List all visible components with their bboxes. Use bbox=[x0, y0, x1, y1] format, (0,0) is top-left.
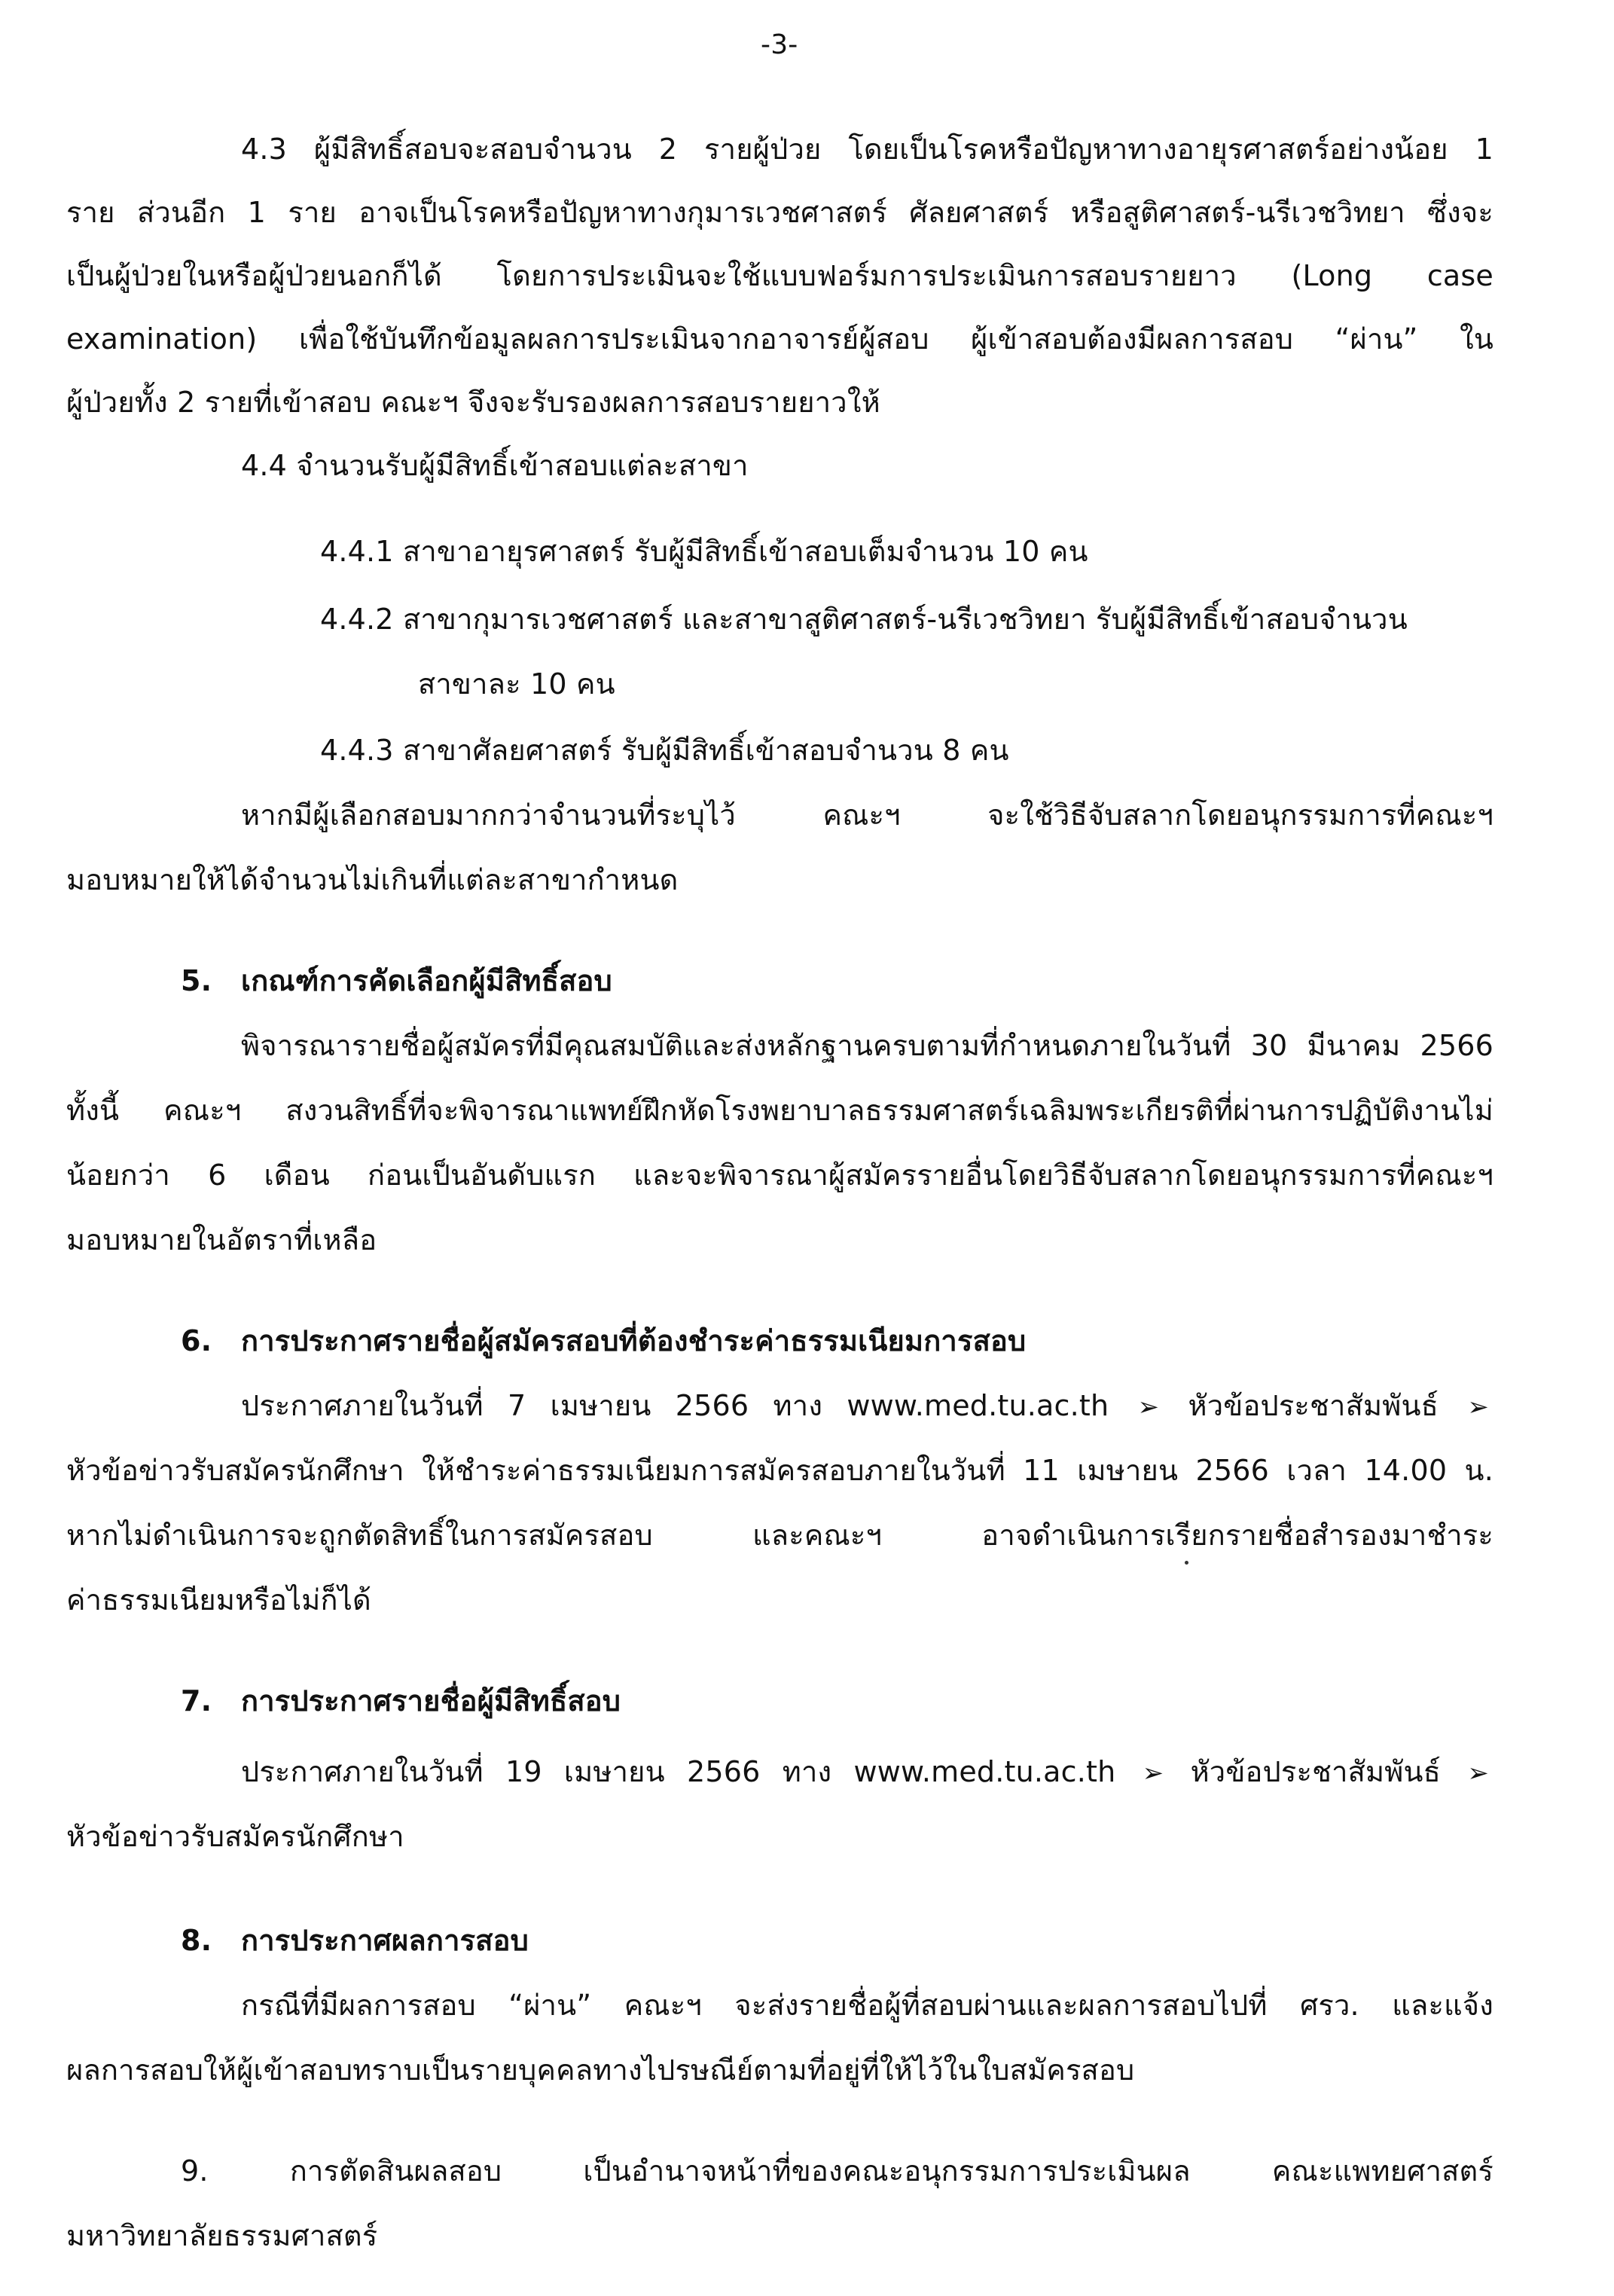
arrow-icon: ➢ bbox=[1137, 1392, 1160, 1422]
s9-line-1: 9. การตัดสินผลสอบ เป็นอำนาจหน้าที่ของคณะอนุกรรมการประเมินผล คณะแพทยศาสตร์ bbox=[181, 2154, 1493, 2188]
s6-line-3: หากไม่ดำเนินการจะถูกตัดสิทธิ์ในการสมัครสอบ และคณะฯ อาจดำเนินการเรียกรายชื่อสำรองมาชำระ bbox=[66, 1519, 1493, 1552]
s8-line-2: ผลการสอบให้ผู้เข้าสอบทราบเป็นรายบุคคลทางไปรษณีย์ตามที่อยู่ที่ให้ไว้ในใบสมัครสอบ bbox=[66, 2053, 1135, 2087]
s44-item-442: 4.4.2 สาขากุมารเวชศาสตร์ และสาขาสูติศาสตร์-นรีเวชวิทยา รับผู้มีสิทธิ์เข้าสอบจำนวน bbox=[320, 603, 1408, 636]
s9-line-2: มหาวิทยาลัยธรรมศาสตร์ bbox=[66, 2219, 378, 2252]
s6-number: 6. bbox=[181, 1324, 212, 1357]
s7-title: การประกาศรายชื่อผู้มีสิทธิ์สอบ bbox=[241, 1684, 621, 1717]
s5-title: เกณฑ์การคัดเลือกผู้มีสิทธิ์สอบ bbox=[241, 964, 612, 997]
s5-line-3: น้อยกว่า 6 เดือน ก่อนเป็นอันดับแรก และจะพิจารณาผู้สมัครรายอื่นโดยวิธีจับสลากโดยอนุกรรมการที่คณะฯ bbox=[66, 1159, 1493, 1192]
s6-line-1-topic: หัวข้อประชาสัมพันธ์ bbox=[1188, 1389, 1439, 1422]
s44-title: 4.4 จำนวนรับผู้มีสิทธิ์เข้าสอบแต่ละสาขา bbox=[241, 449, 749, 482]
arrow-icon: ➢ bbox=[1142, 1758, 1164, 1788]
s43-line-5: ผู้ป่วยทั้ง 2 รายที่เข้าสอบ คณะฯ จึงจะรับรองผลการสอบรายยาวให้ bbox=[66, 386, 880, 419]
s6-line-2: หัวข้อข่าวรับสมัครนักศึกษา ให้ชำระค่าธรรมเนียมการสมัครสอบภายในวันที่ 11 เมษายน 2566 เวลา 14.00 น. bbox=[66, 1454, 1493, 1487]
s6-line-4: ค่าธรรมเนียมหรือไม่ก็ได้ bbox=[66, 1583, 371, 1617]
s43-line-2: ราย ส่วนอีก 1 ราย อาจเป็นโรคหรือปัญหาทางกุมารเวชศาสตร์ ศัลยศาสตร์ หรือสูติศาสตร์-นรีเวชวิทยา ซึ่งจะ bbox=[66, 196, 1493, 229]
s5-number: 5. bbox=[181, 964, 212, 997]
s8-title: การประกาศผลการสอบ bbox=[241, 1924, 529, 1957]
s8-line-1: กรณีที่มีผลการสอบ “ผ่าน” คณะฯ จะส่งรายชื่อผู้ที่สอบผ่านและผลการสอบไปที่ ศรว. และแจ้ง bbox=[241, 1989, 1493, 2022]
s5-line-2: ทั้งนี้ คณะฯ สงวนสิทธิ์ที่จะพิจารณาแพทย์ฝึกหัดโรงพยาบาลธรรมศาสตร์เฉลิมพระเกียรติที่ผ่านการปฏิบัติงานไม่ bbox=[66, 1094, 1493, 1127]
s7-line-1 bbox=[241, 1749, 1493, 1794]
s43-line-4: examination) เพื่อใช้บันทึกข้อมูลผลการประเมินจากอาจารย์ผู้สอบ ผู้เข้าสอบต้องมีผลการสอบ “ผ่าน” ใน bbox=[66, 322, 1493, 356]
s7-number: 7. bbox=[181, 1684, 212, 1717]
s43-line-3: เป็นผู้ป่วยในหรือผู้ป่วยนอกก็ได้ โดยการประเมินจะใช้แบบฟอร์มการประเมินการสอบรายยาว (Long case bbox=[66, 259, 1493, 292]
arrow-icon: ➢ bbox=[1467, 1392, 1490, 1422]
s44-item-443: 4.4.3 สาขาศัลยศาสตร์ รับผู้มีสิทธิ์เข้าสอบจำนวน 8 คน bbox=[320, 734, 1009, 767]
s6-line-1 bbox=[241, 1383, 1493, 1428]
s44-item-442-cont: สาขาละ 10 คน bbox=[418, 667, 615, 701]
s6-line-1-text: ประกาศภายในวันที่ 7 เมษายน 2566 ทาง www.med.tu.ac.th bbox=[241, 1389, 1109, 1422]
scan-speck bbox=[1185, 1561, 1188, 1565]
arrow-icon: ➢ bbox=[1467, 1758, 1490, 1788]
s44-item-441: 4.4.1 สาขาอายุรศาสตร์ รับผู้มีสิทธิ์เข้าสอบเต็มจำนวน 10 คน bbox=[320, 535, 1088, 568]
s7-line-1-text: ประกาศภายในวันที่ 19 เมษายน 2566 ทาง www.med.tu.ac.th bbox=[241, 1755, 1116, 1788]
s5-line-4: มอบหมายในอัตราที่เหลือ bbox=[66, 1223, 377, 1256]
s8-number: 8. bbox=[181, 1924, 212, 1957]
s44-para-line-2: มอบหมายให้ได้จำนวนไม่เกินที่แต่ละสาขากำหนด bbox=[66, 863, 679, 896]
s7-line-2: หัวข้อข่าวรับสมัครนักศึกษา bbox=[66, 1820, 404, 1853]
s7-line-1-topic: หัวข้อประชาสัมพันธ์ bbox=[1190, 1755, 1442, 1788]
s43-line-1: 4.3 ผู้มีสิทธิ์สอบจะสอบจำนวน 2 รายผู้ป่วย โดยเป็นโรคหรือปัญหาทางอายุรศาสตร์อย่างน้อย 1 bbox=[241, 133, 1493, 166]
s5-line-1: พิจารณารายชื่อผู้สมัครที่มีคุณสมบัติและส่งหลักฐานครบตามที่กำหนดภายในวันที่ 30 มีนาคม 2566 bbox=[241, 1029, 1493, 1062]
s6-title: การประกาศรายชื่อผู้สมัครสอบที่ต้องชำระค่าธรรมเนียมการสอบ bbox=[241, 1324, 1027, 1357]
page-number: -3- bbox=[761, 29, 798, 60]
s44-para-line-1: หากมีผู้เลือกสอบมากกว่าจำนวนที่ระบุไว้ คณะฯ จะใช้วิธีจับสลากโดยอนุกรรมการที่คณะฯ bbox=[241, 798, 1493, 832]
